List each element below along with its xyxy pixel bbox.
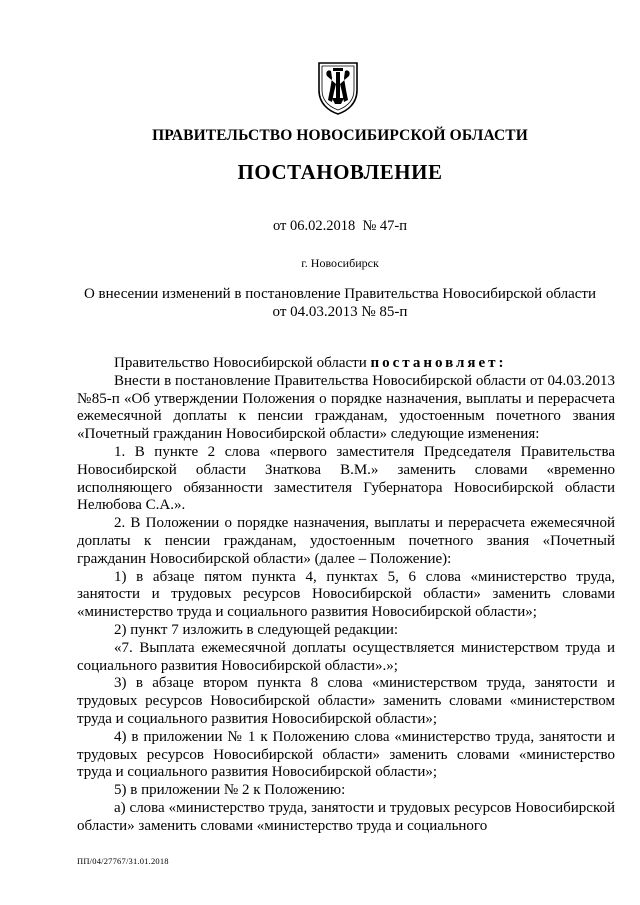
coat-of-arms-emblem <box>316 60 360 116</box>
document-title <box>60 285 620 321</box>
paragraph-10: а) слова «министерство труда, занятости и трудовых ресурсов Новосибирской области» заменить словами «министерство труда и социального <box>77 799 615 834</box>
title-line-2: от 04.03.2013 № 85-п <box>272 304 408 320</box>
intro-lead: Правительство Новосибирской области <box>114 355 371 371</box>
paragraph-9: 5) в приложении № 2 к Положению: <box>114 782 346 799</box>
paragraph-1: Внести в постановление Правительства Новосибирской области от 04.03.2013 №85-п «Об утверждении Положения о порядке назначения, выплаты и перерасчета ежемесячной доплаты к пенсии гражданам, удостоенным почетного звания «Почетный гражданин Новосибирской области» следующие изменения: <box>77 372 615 443</box>
paragraph-4: 1) в абзаце пятом пункта 4, пунктах 5, 6 слова «министерство труда, занятости и трудовых ресурсов Новосибирской области» заменить словами «министерство труда и социального развития Новосибирской области»; <box>77 568 615 621</box>
paragraph-3: 2. В Положении о порядке назначения, выплаты и перерасчета ежемесячной доплаты к пенсии гражданам, удостоенным почетного звания «Почетный гражданин Новосибирской области» (далее – Положение): <box>77 515 615 567</box>
paragraph-6: «7. Выплата ежемесячной доплаты осуществляется министерством труда и социального развития Новосибирской области».»; <box>77 639 615 674</box>
paragraph-8: 4) в приложении № 1 к Положению слова «министерство труда, занятости и трудовых ресурсов Новосибирской области» заменить словами «министерство труда и социального развития Новосибирской области»; <box>77 728 615 781</box>
intro-paragraph <box>77 355 615 373</box>
paragraph-2: 1. В пункте 2 слова «первого заместителя Председателя Правительства Новосибирской области Знаткова В.М.» заменить словами «временно исполняющего обязанности заместителя Губернатора Новосибирской области Нелюбова С.А.». <box>77 443 615 514</box>
city-name: г. Новосибирск <box>301 256 379 270</box>
title-line-1: О внесении изменений в постановление Правительства Новосибирской области <box>83 286 597 302</box>
paragraph-7: 3) в абзаце втором пункта 8 слова «министерством труда, занятости и трудовых ресурсов Новосибирской области» заменить словами «министерством труда и социального развития Новосибирской области»; <box>77 675 615 727</box>
footer-code: ПП/04/27767/31.01.2018 <box>77 856 169 866</box>
intro-emphasis: постановляет: <box>370 355 507 371</box>
paragraph-5: 2) пункт 7 изложить в следующей редакции: <box>114 621 399 638</box>
organization-name: ПРАВИТЕЛЬСТВО НОВОСИБИРСКОЙ ОБЛАСТИ <box>152 127 528 144</box>
date-and-number: от 06.02.2018 № 47-п <box>272 218 408 234</box>
document-type: ПОСТАНОВЛЕНИЕ <box>237 160 443 184</box>
document-body <box>77 355 615 836</box>
